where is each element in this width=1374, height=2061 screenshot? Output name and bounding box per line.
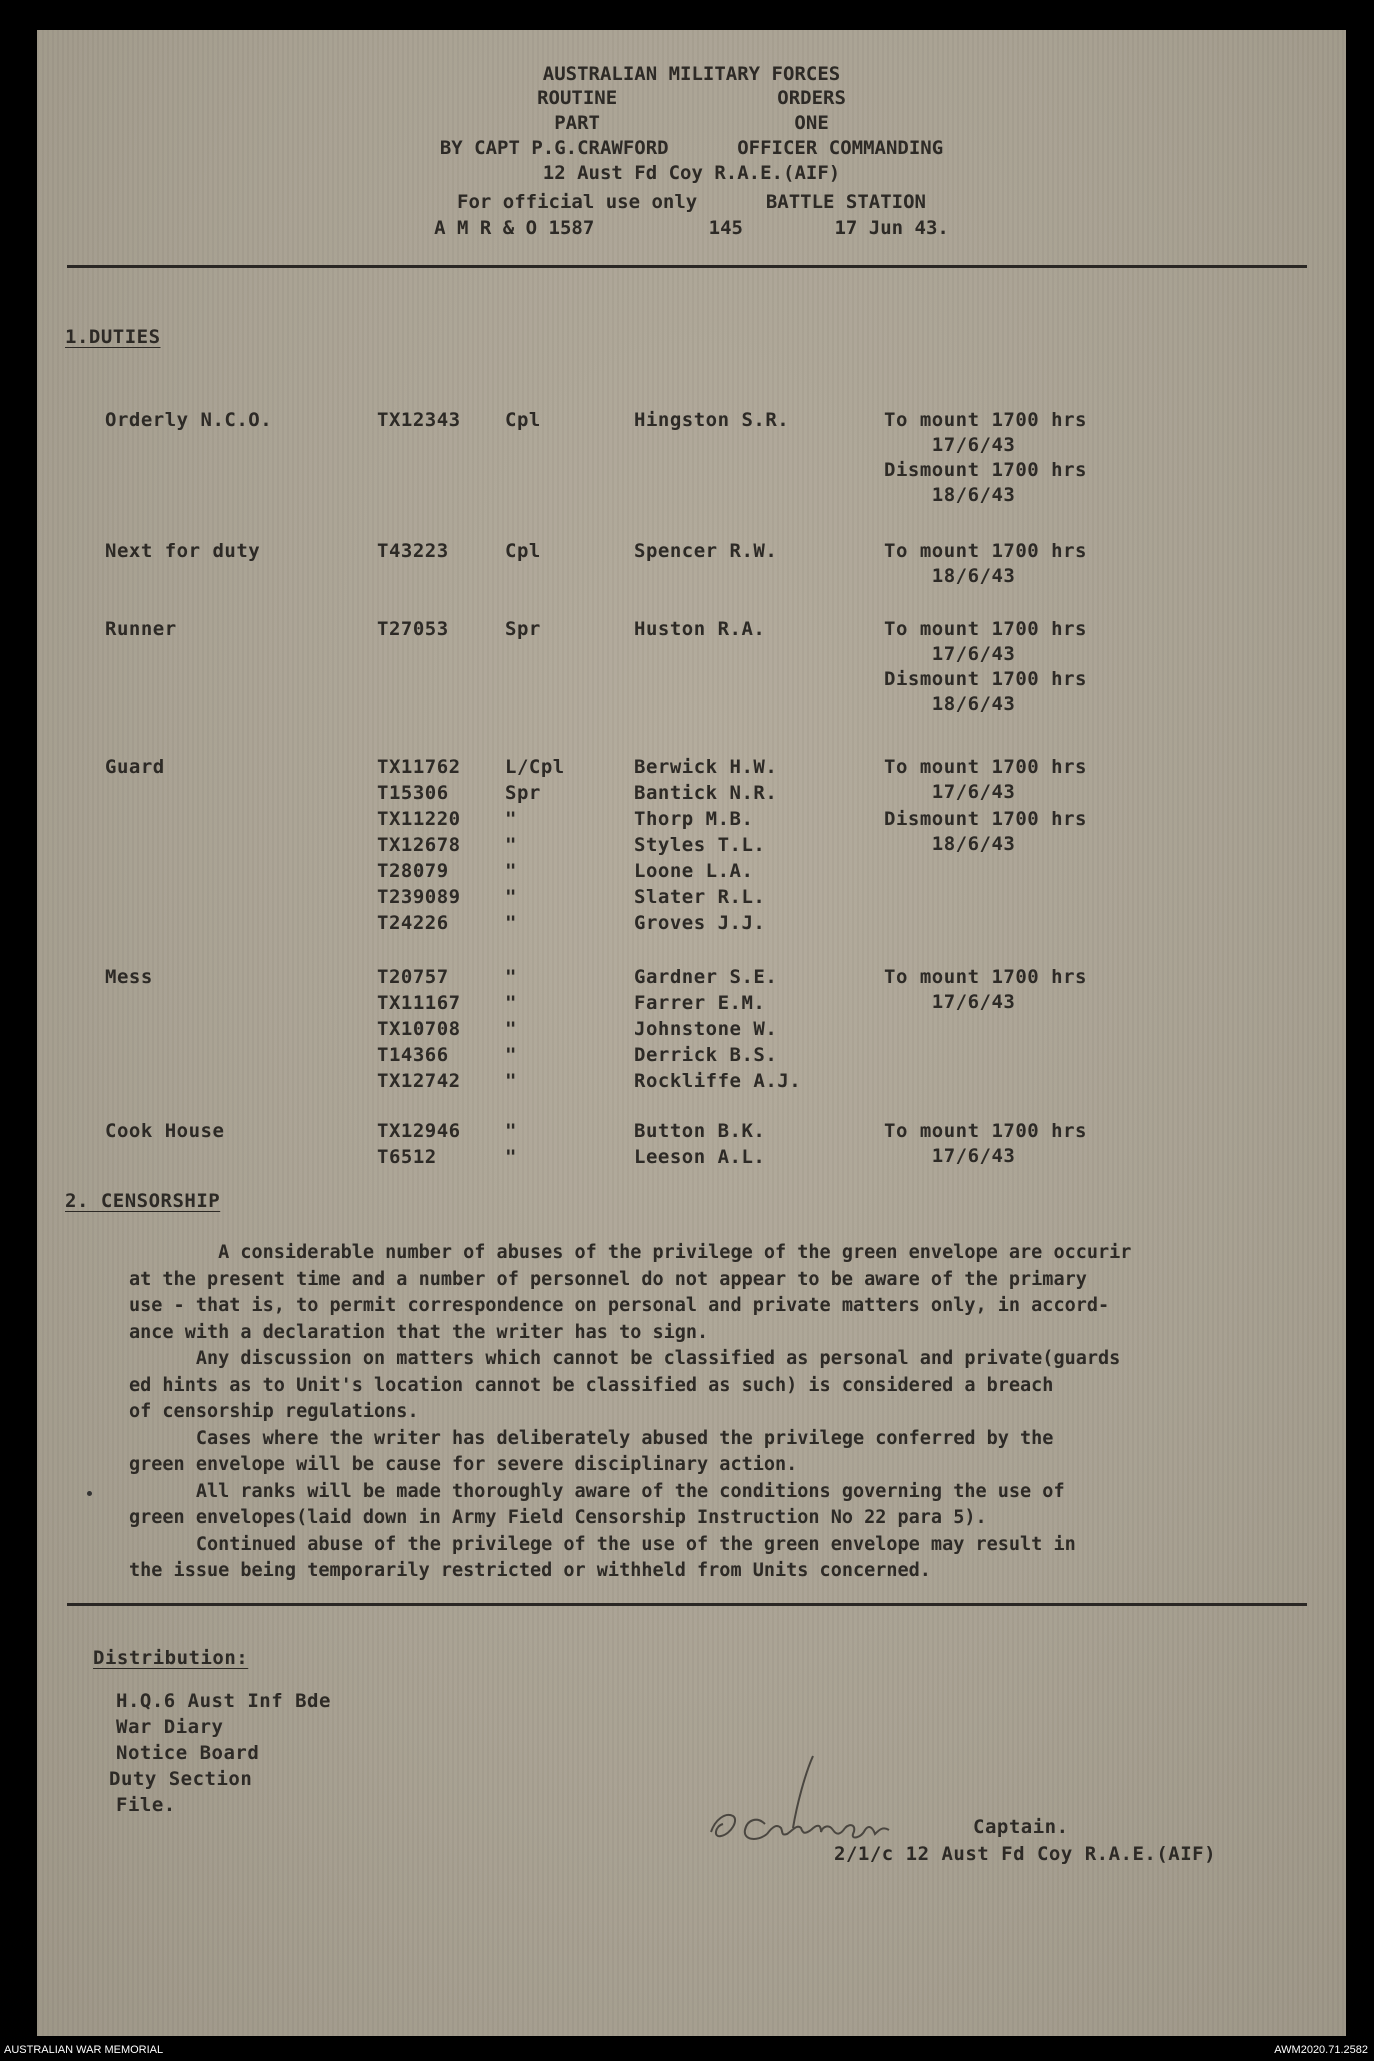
duty-times: To mount 1700 hrs 18/6/43 <box>884 540 1087 587</box>
duty-times: To mount 1700 hrs 17/6/43 <box>884 1120 1087 1167</box>
censorship-line: Any discussion on matters which cannot be classified as personal and private(guards <box>129 1348 1121 1369</box>
service-number: T15306 <box>377 782 449 804</box>
censorship-line: ance with a declaration that the writer has to sign. <box>129 1321 709 1343</box>
rank: " <box>505 966 517 988</box>
censorship-text <box>129 1240 1319 1585</box>
member-name: Derrick B.S. <box>634 1044 778 1066</box>
service-number: T24226 <box>377 912 449 934</box>
service-number: TX11762 <box>377 756 461 778</box>
rank: Cpl <box>505 540 541 562</box>
footer-accession-number: AWM2020.71.2582 <box>1274 2044 1368 2056</box>
censorship-line: A considerable number of abuses of the privilege of the green envelope are occurir <box>129 1242 1132 1263</box>
service-number: TX12678 <box>377 834 461 856</box>
duty-times: To mount 1700 hrs 17/6/43 <box>884 756 1087 803</box>
rank: " <box>505 1018 517 1040</box>
service-number: T239089 <box>377 886 461 908</box>
service-number: TX11220 <box>377 808 461 830</box>
censorship-heading: 2. CENSORSHIP <box>65 1190 221 1212</box>
rank: " <box>505 860 517 882</box>
service-number: TX12946 <box>377 1120 461 1142</box>
distribution-item: War Diary <box>116 1716 224 1738</box>
rank: " <box>505 1146 517 1168</box>
censorship-line: Continued abuse of the privilege of the use of the green envelope may result in <box>129 1533 1076 1555</box>
member-name: Thorp M.B. <box>634 808 754 830</box>
signature-unit: 2/1/c 12 Aust Fd Coy R.A.E.(AIF) <box>834 1843 1217 1865</box>
duty-role: Orderly N.C.O. <box>105 409 273 431</box>
rank: " <box>505 912 517 934</box>
rank: " <box>505 834 517 856</box>
header-line-5: 12 Aust Fd Coy R.A.E.(AIF) <box>542 162 841 184</box>
duty-times: To mount 1700 hrs 17/6/43 <box>884 966 1087 1013</box>
member-name: Loone L.A. <box>634 860 754 882</box>
rank: " <box>505 808 517 830</box>
duty-times: Dismount 1700 hrs 18/6/43 <box>884 808 1087 855</box>
censorship-line: ed hints as to Unit's location cannot be classified as such) is considered a breach <box>129 1374 1054 1396</box>
rank: Spr <box>505 618 541 640</box>
distribution-item: Notice Board <box>116 1742 260 1764</box>
rank: " <box>505 886 517 908</box>
member-name: Huston R.A. <box>634 618 766 640</box>
service-number: T27053 <box>377 618 449 640</box>
service-number: T20757 <box>377 966 449 988</box>
censorship-line: the issue being temporarily restricted or withheld from Units concerned. <box>129 1560 931 1581</box>
duty-times: To mount 1700 hrs 17/6/43 Dismount 1700 hrs 18/6/43 <box>884 409 1087 506</box>
censorship-line: green envelopes(laid down in Army Field Censorship Instruction No 22 para 5). <box>129 1507 987 1528</box>
archive-footer <box>0 2040 1374 2061</box>
rank: Cpl <box>505 409 541 431</box>
duty-role: Runner <box>105 618 177 640</box>
member-name: Button B.K. <box>634 1120 766 1142</box>
margin-mark <box>87 1491 92 1496</box>
member-name: Leeson A.L. <box>634 1146 766 1168</box>
header-line-7: A M R & O 1587 145 17 Jun 43. <box>434 217 949 239</box>
distribution-heading: Distribution: <box>93 1647 249 1669</box>
censorship-line: at the present time and a number of personnel do not appear to be aware of the primary <box>129 1268 1087 1290</box>
duty-role: Next for duty <box>105 540 261 562</box>
duty-times: To mount 1700 hrs 17/6/43 Dismount 1700 hrs 18/6/43 <box>884 618 1087 715</box>
member-name: Slater R.L. <box>634 886 766 908</box>
distribution-item: Duty Section <box>109 1768 253 1790</box>
duty-role: Guard <box>105 756 165 778</box>
censorship-divider <box>67 1603 1307 1606</box>
censorship-line: All ranks will be made thoroughly aware of the conditions governing the use of <box>129 1480 1065 1502</box>
rank: " <box>505 1044 517 1066</box>
member-name: Hingston S.R. <box>634 409 790 431</box>
duty-role: Mess <box>105 966 153 988</box>
censorship-line: Cases where the writer has deliberately abused the privilege conferred by the <box>129 1427 1054 1449</box>
rank: " <box>505 1070 517 1092</box>
service-number: TX11167 <box>377 992 461 1014</box>
footer-source-label: AUSTRALIAN WAR MEMORIAL <box>4 2044 164 2056</box>
censorship-line: of censorship regulations. <box>129 1401 419 1422</box>
signature-title: Captain. <box>973 1816 1069 1838</box>
header-line-1: AUSTRALIAN MILITARY FORCES <box>542 63 841 85</box>
service-number: T14366 <box>377 1044 449 1066</box>
header-line-6: For official use only BATTLE STATION <box>457 191 926 213</box>
member-name: Groves J.J. <box>634 912 766 934</box>
header-line-4: BY CAPT P.G.CRAWFORD OFFICER COMMANDING <box>439 137 944 159</box>
member-name: Spencer R.W. <box>634 540 778 562</box>
censorship-line: use - that is, to permit correspondence on personal and private matters only, in accord- <box>129 1295 1110 1316</box>
member-name: Berwick H.W. <box>634 756 778 778</box>
rank: " <box>505 1120 517 1142</box>
member-name: Rockliffe A.J. <box>634 1070 802 1092</box>
service-number: TX12742 <box>377 1070 461 1092</box>
rank: L/Cpl <box>505 756 565 778</box>
member-name: Farrer E.M. <box>634 992 766 1014</box>
member-name: Johnstone W. <box>634 1018 778 1040</box>
service-number: T43223 <box>377 540 449 562</box>
header-divider <box>67 265 1307 268</box>
rank: " <box>505 992 517 1014</box>
distribution-item: File. <box>116 1794 176 1816</box>
service-number: T28079 <box>377 860 449 882</box>
rank: Spr <box>505 782 541 804</box>
duty-role: Cook House <box>105 1120 225 1142</box>
distribution-item: H.Q.6 Aust Inf Bde <box>116 1690 331 1712</box>
header-line-3: PART ONE <box>554 112 829 134</box>
member-name: Gardner S.E. <box>634 966 778 988</box>
duties-heading: 1.DUTIES <box>65 326 161 348</box>
service-number: TX12343 <box>377 409 461 431</box>
header-line-2: ROUTINE ORDERS <box>537 87 846 109</box>
censorship-line: green envelope will be cause for severe disciplinary action. <box>129 1454 798 1475</box>
member-name: Bantick N.R. <box>634 782 778 804</box>
service-number: T6512 <box>377 1146 437 1168</box>
service-number: TX10708 <box>377 1018 461 1040</box>
document-page <box>37 30 1346 2036</box>
member-name: Styles T.L. <box>634 834 766 856</box>
